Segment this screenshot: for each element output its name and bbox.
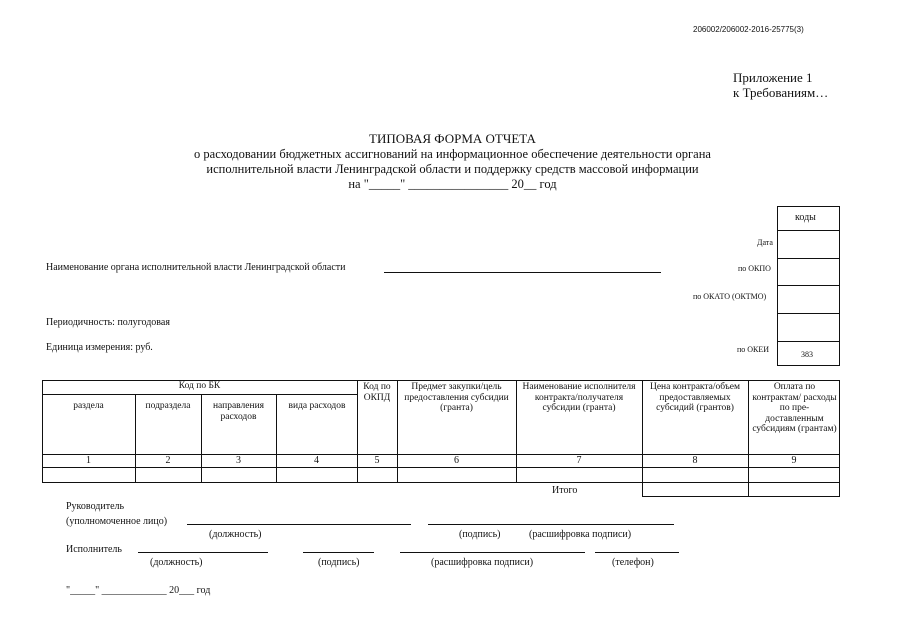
header-bk-group: Код по БК: [178, 381, 221, 391]
document-id: 206002/206002-2016-25775(3): [693, 25, 804, 34]
col-number: 7: [576, 455, 582, 466]
header-section: раздела: [73, 401, 104, 411]
head-signature-line[interactable]: [428, 524, 674, 525]
col-number: 2: [165, 455, 171, 466]
unit-label: Единица измерения: руб.: [46, 342, 153, 353]
col-number: 3: [236, 455, 241, 466]
appendix-line-1: Приложение 1: [733, 70, 813, 85]
table-vline: [201, 394, 202, 483]
head-authorized-label: (уполномоченное лицо): [66, 516, 168, 527]
codes-divider: [777, 285, 840, 286]
code-label-okei: по ОКЕИ: [737, 345, 770, 354]
header-subsection: подраздела: [145, 401, 191, 411]
code-label-okato: по ОКАТО (ОКТМО): [693, 292, 767, 301]
form-subtitle-2: исполнительной власти Ленинградской области и поддержку средств массовой информации: [206, 162, 699, 176]
col-number: 6: [454, 455, 459, 466]
executor-position-caption: (должность): [150, 557, 203, 568]
organ-input-line[interactable]: [384, 272, 661, 273]
code-label-date: Дата: [757, 238, 773, 247]
table-vline: [748, 380, 749, 497]
table-vline: [357, 380, 358, 483]
table-vline: [516, 380, 517, 483]
col-number: 1: [86, 455, 91, 466]
head-position-line[interactable]: [187, 524, 411, 525]
table-vline: [642, 380, 643, 497]
form-title: ТИПОВАЯ ФОРМА ОТЧЕТА: [369, 131, 536, 146]
executor-signature-caption: (подпись): [318, 557, 360, 568]
col-number: 8: [692, 455, 698, 466]
total-row-bottom: [642, 496, 840, 497]
codes-divider: [777, 341, 840, 342]
executor-phone-caption: (телефон): [612, 557, 654, 568]
header-expense-direction: направления расходов: [212, 401, 265, 422]
header-expense-type: вида расходов: [288, 401, 346, 411]
table-hline: [42, 394, 357, 395]
head-decoding-caption: (расшифровка подписи): [529, 529, 632, 540]
col-number: 4: [314, 455, 319, 466]
executor-decoding-line[interactable]: [400, 552, 585, 553]
appendix-line-2: к Требованиям…: [733, 85, 829, 100]
col-number: 9: [791, 455, 797, 466]
organ-label: Наименование органа исполнительной власти Ленинградской области: [46, 262, 346, 273]
codes-divider: [777, 230, 840, 231]
head-position-caption: (должность): [209, 529, 262, 540]
form-subtitle-3: на "_____" ________________ 20__ год: [348, 177, 557, 191]
table-vline: [397, 380, 398, 483]
code-label-okpo: по ОКПО: [738, 264, 771, 273]
header-executor: Наименование исполнителя контракта/получателя субсидии (гранта): [522, 382, 636, 413]
head-signature-caption: (подпись): [459, 529, 501, 540]
table-hline: [42, 467, 840, 468]
executor-phone-line[interactable]: [595, 552, 679, 553]
codes-divider: [777, 313, 840, 314]
header-subject: Предмет закупки/цель предоставления субсидии (гранта): [404, 382, 509, 413]
executor-label: Исполнитель: [66, 544, 122, 555]
form-subtitle-1: о расходовании бюджетных ассигнований на информационное обеспечение деятельности органа: [194, 147, 711, 161]
code-value-okei: 383: [801, 350, 813, 359]
header-okpd: Код по ОКПД: [363, 382, 391, 403]
executor-signature-line[interactable]: [303, 552, 374, 553]
codes-divider: [777, 258, 840, 259]
header-price: Цена контракта/объем предоставляемых субсидий (грантов): [649, 382, 741, 413]
executor-decoding-caption: (расшифровка подписи): [431, 557, 534, 568]
total-row-right: [839, 483, 840, 497]
date-line: "_____" _____________ 20___ год: [66, 585, 211, 596]
periodicity-label: Периодичность: полугодовая: [46, 317, 170, 328]
table-vline: [276, 394, 277, 483]
head-label: Руководитель: [66, 501, 125, 512]
col-number: 5: [374, 455, 380, 466]
header-payment: Оплата по контрактам/ расходы по пре-доставленным субсидиям (грантам): [752, 382, 837, 434]
total-label: Итого: [552, 485, 578, 496]
codes-header: коды: [795, 212, 816, 223]
executor-position-line[interactable]: [138, 552, 268, 553]
